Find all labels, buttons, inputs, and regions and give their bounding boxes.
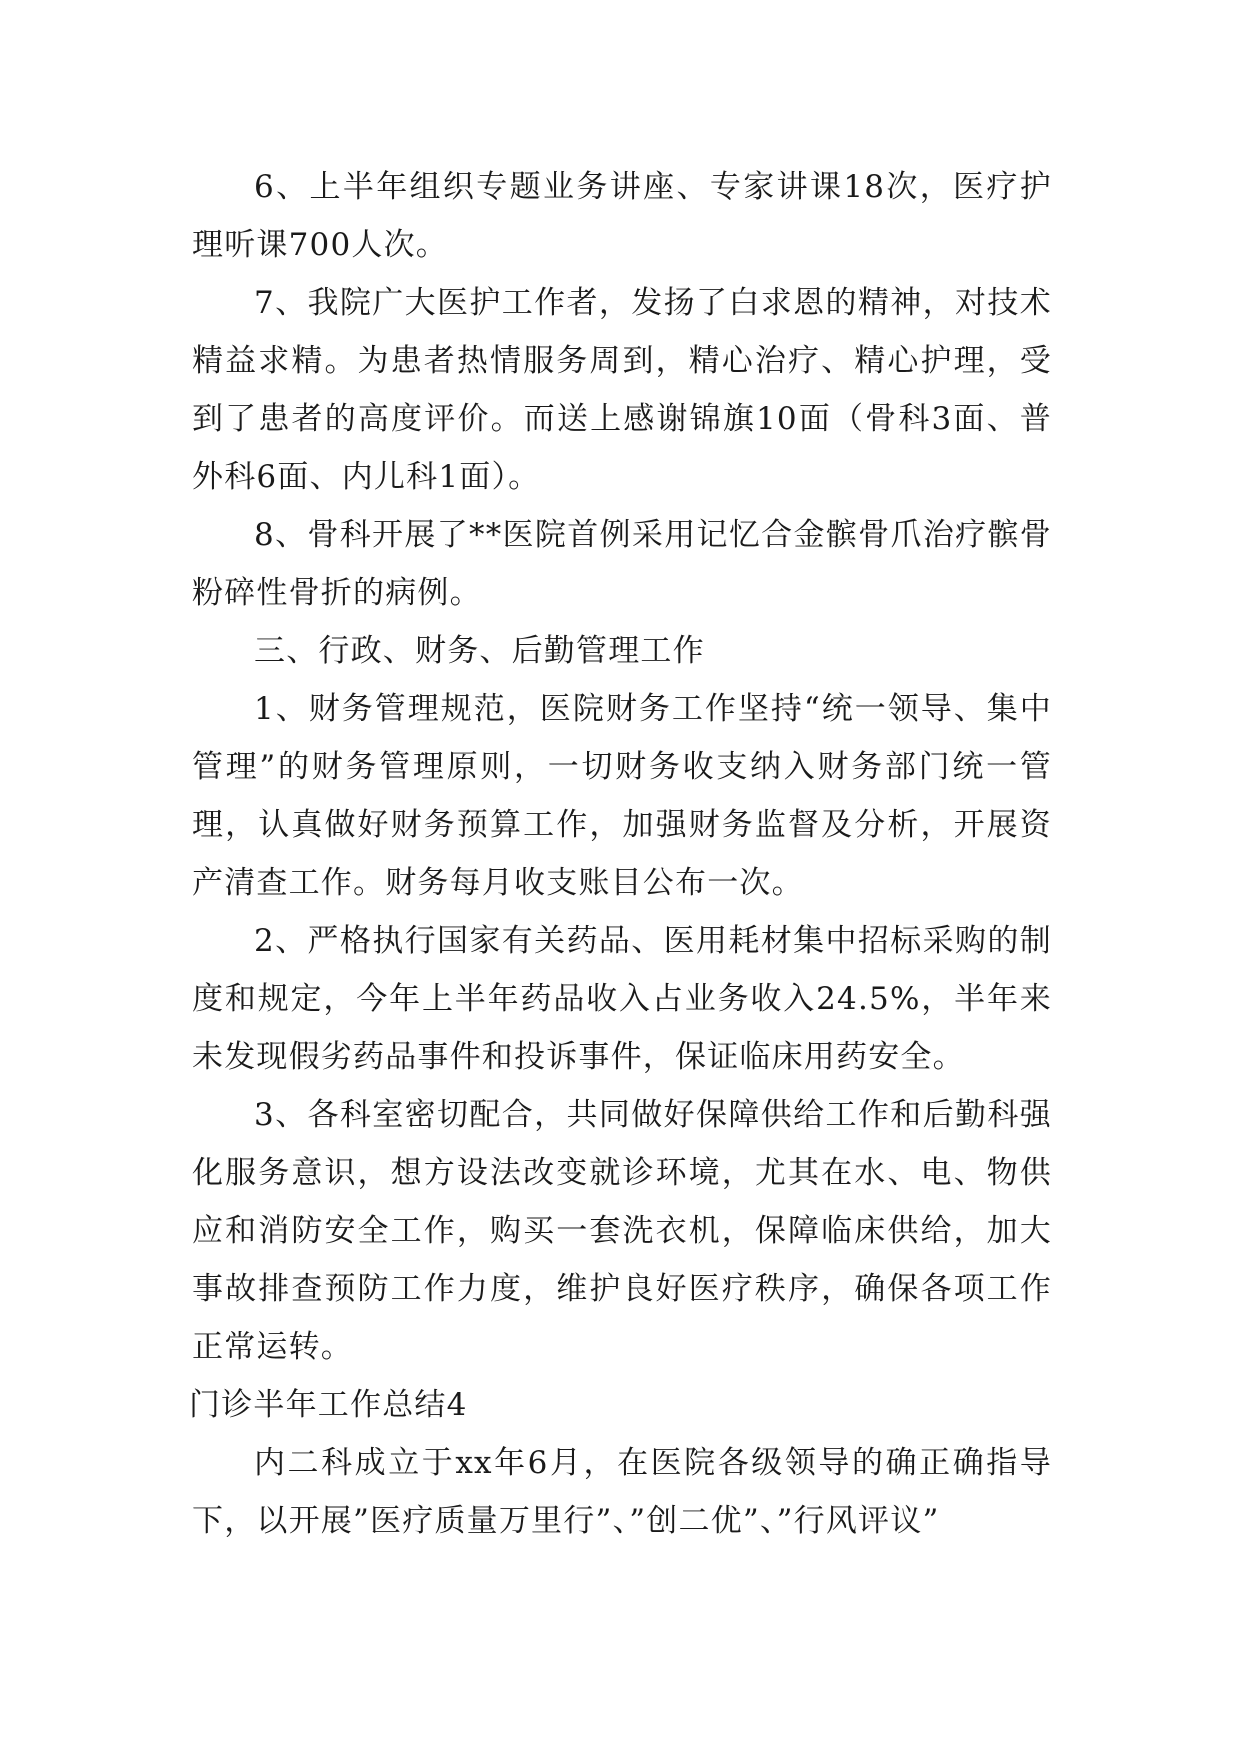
document-body: [189, 158, 1052, 1550]
paragraph-internal-medicine-two: 内二科成立于xx年6月，在医院各级领导的确正确指导下，以开展”医疗质量万里行”、”创二优”、”行风评议”: [192, 1445, 1052, 1539]
paragraph-drug-procurement: 2、严格执行国家有关药品、医用耗材集中招标采购的制度和规定，今年上半年药品收入占业务收入24.5%，半年来未发现假劣药品事件和投诉事件，保证临床用药安全。: [192, 923, 1052, 1075]
paragraph-item-6: 6、上半年组织专题业务讲座、专家讲课18次，医疗护理听课700人次。: [192, 169, 1052, 263]
paragraph-logistics-support: 3、各科室密切配合，共同做好保障供给工作和后勤科强化服务意识，想方设法改变就诊环境，尤其在水、电、物供应和消防安全工作，购买一套洗衣机，保障临床供给，加大事故排查预防工作力度，维护良好医疗秩序，确保各项工作正常运转。: [192, 1097, 1052, 1365]
section-title-outpatient-summary-4: 门诊半年工作总结4: [189, 1387, 468, 1423]
paragraph-item-7: 7、我院广大医护工作者，发扬了白求恩的精神，对技术精益求精。为患者热情服务周到，精心治疗、精心护理，受到了患者的高度评价。而送上感谢锦旗10面（骨科3面、普外科6面、内儿科1面）。: [192, 285, 1052, 495]
paragraph-item-8: 8、骨科开展了**医院首例采用记忆合金髌骨爪治疗髌骨粉碎性骨折的病例。: [192, 517, 1052, 611]
paragraph-finance-management: 1、财务管理规范，医院财务工作坚持“统一领导、集中管理”的财务管理原则，一切财务收支纳入财务部门统一管理，认真做好财务预算工作，加强财务监督及分析，开展资产清查工作。财务每月收支账目公布一次。: [192, 691, 1052, 901]
section-heading-admin-finance-logistics: 三、行政、财务、后勤管理工作: [254, 633, 705, 669]
